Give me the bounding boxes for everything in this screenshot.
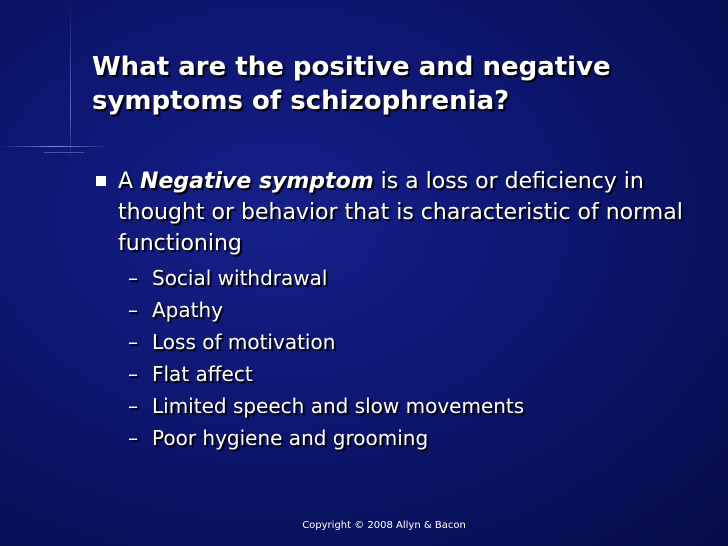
sub-bullet-item <box>128 390 524 422</box>
decorative-horizontal-line-short <box>44 152 84 153</box>
dash-bullet-icon: – <box>128 362 138 386</box>
sub-bullet-item <box>128 294 524 326</box>
decorative-horizontal-line <box>0 146 110 147</box>
sub-bullet-item <box>128 262 524 294</box>
main-bullet-text <box>118 166 696 259</box>
main-bullet-prefix: A <box>118 169 141 194</box>
copyright-footer: Copyright © 2008 Allyn & Bacon <box>302 520 466 531</box>
sub-bullet-text: Loss of motivation <box>152 330 336 354</box>
dash-bullet-icon: – <box>128 266 138 290</box>
main-bullet <box>96 166 696 259</box>
sub-bullet-item <box>128 358 524 390</box>
sub-bullet-list <box>128 262 524 454</box>
main-bullet-emphasis: Negative symptom <box>140 169 374 194</box>
sub-bullet-text: Limited speech and slow movements <box>152 394 525 418</box>
sub-bullet-text: Poor hygiene and grooming <box>152 426 429 450</box>
dash-bullet-icon: – <box>128 426 138 450</box>
slide-title: What are the positive and negative symptoms of schizophrenia? <box>92 52 611 116</box>
decorative-vertical-line <box>70 0 71 160</box>
sub-bullet-text: Apathy <box>152 298 223 322</box>
dash-bullet-icon: – <box>128 330 138 354</box>
dash-bullet-icon: – <box>128 298 138 322</box>
square-bullet-icon <box>96 176 106 186</box>
sub-bullet-item <box>128 422 524 454</box>
sub-bullet-text: Flat affect <box>152 362 253 386</box>
dash-bullet-icon: – <box>128 394 138 418</box>
sub-bullet-item <box>128 326 524 358</box>
main-bullet-rest: is a loss or deficiency in thought or behavior that is characteristic of normal functioning <box>118 169 683 256</box>
sub-bullet-text: Social withdrawal <box>152 266 328 290</box>
